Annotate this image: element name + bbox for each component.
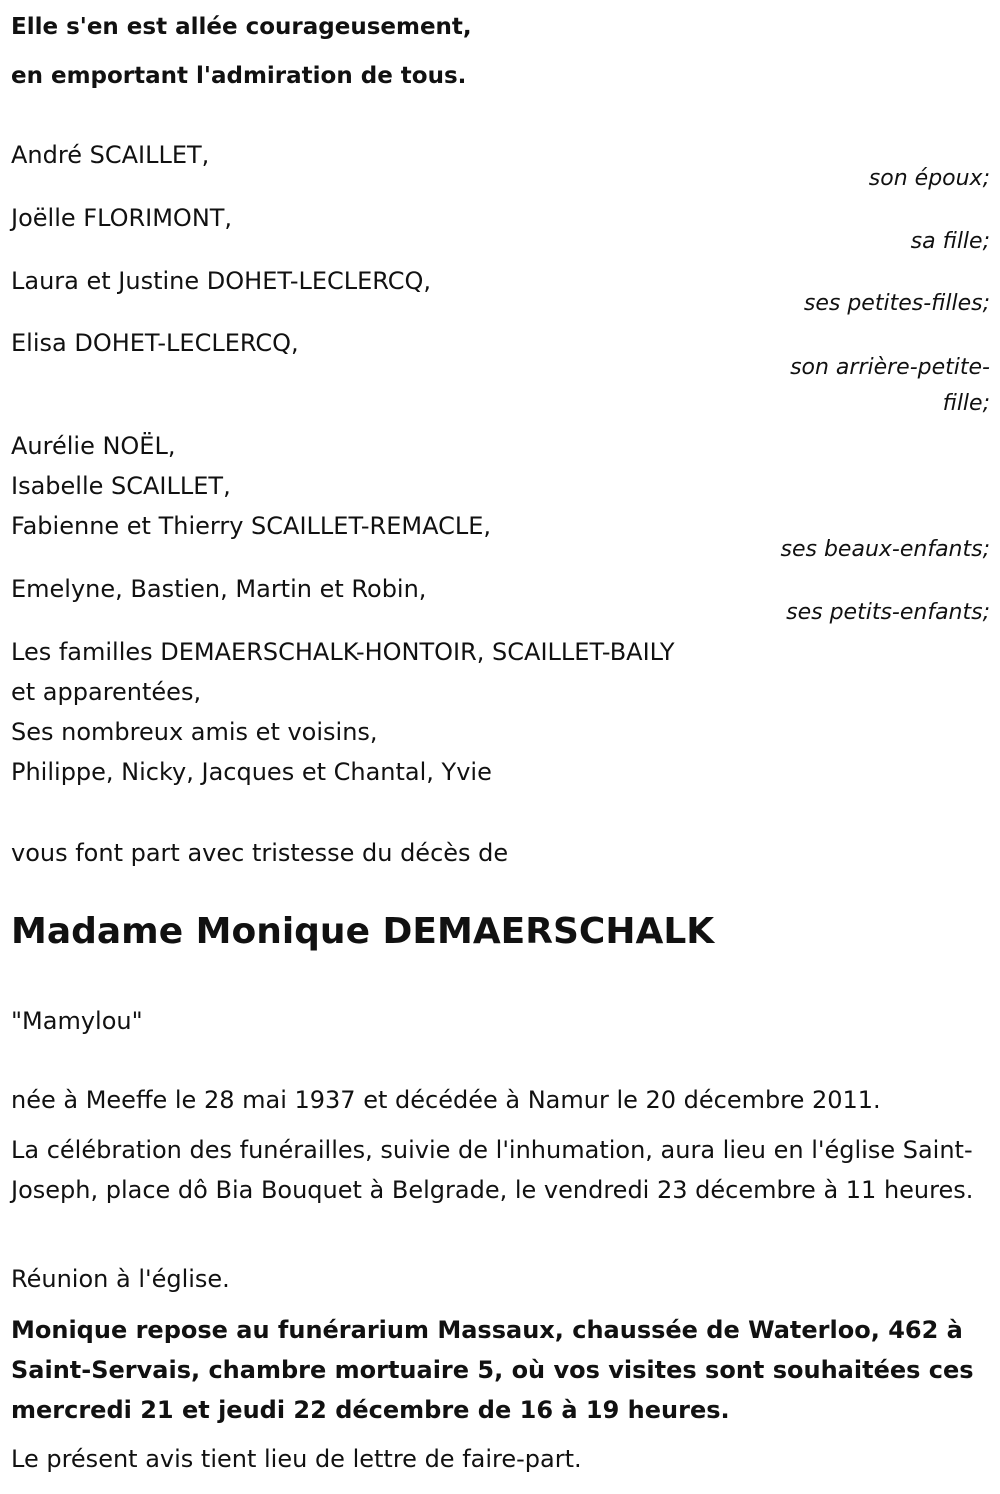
family-role-great-granddaughter: son arrière-petite-fille; bbox=[790, 355, 990, 416]
family-role-grandchildren: ses petits-enfants; bbox=[786, 600, 990, 625]
deceased-name: Madame Monique DEMAERSCHALK bbox=[11, 911, 715, 952]
closing-note: Le présent avis tient lieu de lettre de faire-part. bbox=[11, 1445, 582, 1473]
family-role-spouse: son époux; bbox=[868, 166, 990, 191]
family-names-daughter: Joëlle FLORIMONT, bbox=[11, 204, 233, 232]
family-names-granddaughters: Laura et Justine DOHET-LECLERCQ, bbox=[11, 267, 432, 295]
family-names-in-law-3: Fabienne et Thierry SCAILLET-REMACLE, bbox=[11, 512, 492, 540]
intro-line-1: Elle s'en est allée courageusement, bbox=[11, 14, 472, 40]
family-names-in-law-1: Aurélie NOËL, bbox=[11, 432, 176, 460]
gathering: Réunion à l'église. bbox=[11, 1265, 230, 1293]
deceased-nickname: "Mamylou" bbox=[11, 1007, 143, 1035]
others-line-4: Philippe, Nicky, Jacques et Chantal, Yvie bbox=[11, 758, 492, 786]
announcement: vous font part avec tristesse du décès de bbox=[11, 839, 509, 867]
funeral-details: La célébration des funérailles, suivie de l'inhumation, aura lieu en l'église Saint-Joseph, place dô Bia Bouquet à Belgrade, le vendredi 23 décembre à 11 heures. bbox=[11, 1136, 974, 1204]
family-role-daughter: sa fille; bbox=[910, 229, 990, 254]
visitation-details: Monique repose au funérarium Massaux, chaussée de Waterloo, 462 à Saint-Servais, chambre mortuaire 5, où vos visites sont souhaitées ces mercredi 21 et jeudi 22 décembre de 16 à 19 heures. bbox=[11, 1316, 974, 1424]
birth-death: née à Meeffe le 28 mai 1937 et décédée à Namur le 20 décembre 2011. bbox=[11, 1086, 881, 1114]
family-role-granddaughters: ses petites-filles; bbox=[803, 291, 990, 316]
others-line-3: Ses nombreux amis et voisins, bbox=[11, 718, 378, 746]
family-names-grandchildren: Emelyne, Bastien, Martin et Robin, bbox=[11, 575, 427, 603]
family-names-in-law-2: Isabelle SCAILLET, bbox=[11, 472, 231, 500]
others-line-1: Les familles DEMAERSCHALK-HONTOIR, SCAILLET-BAILY bbox=[11, 638, 675, 666]
family-names-great-granddaughter: Elisa DOHET-LECLERCQ, bbox=[11, 329, 299, 357]
family-role-in-laws: ses beaux-enfants; bbox=[780, 537, 990, 562]
others-line-2: et apparentées, bbox=[11, 678, 202, 706]
family-names-spouse: André SCAILLET, bbox=[11, 141, 210, 169]
intro-line-2: en emportant l'admiration de tous. bbox=[11, 63, 467, 89]
